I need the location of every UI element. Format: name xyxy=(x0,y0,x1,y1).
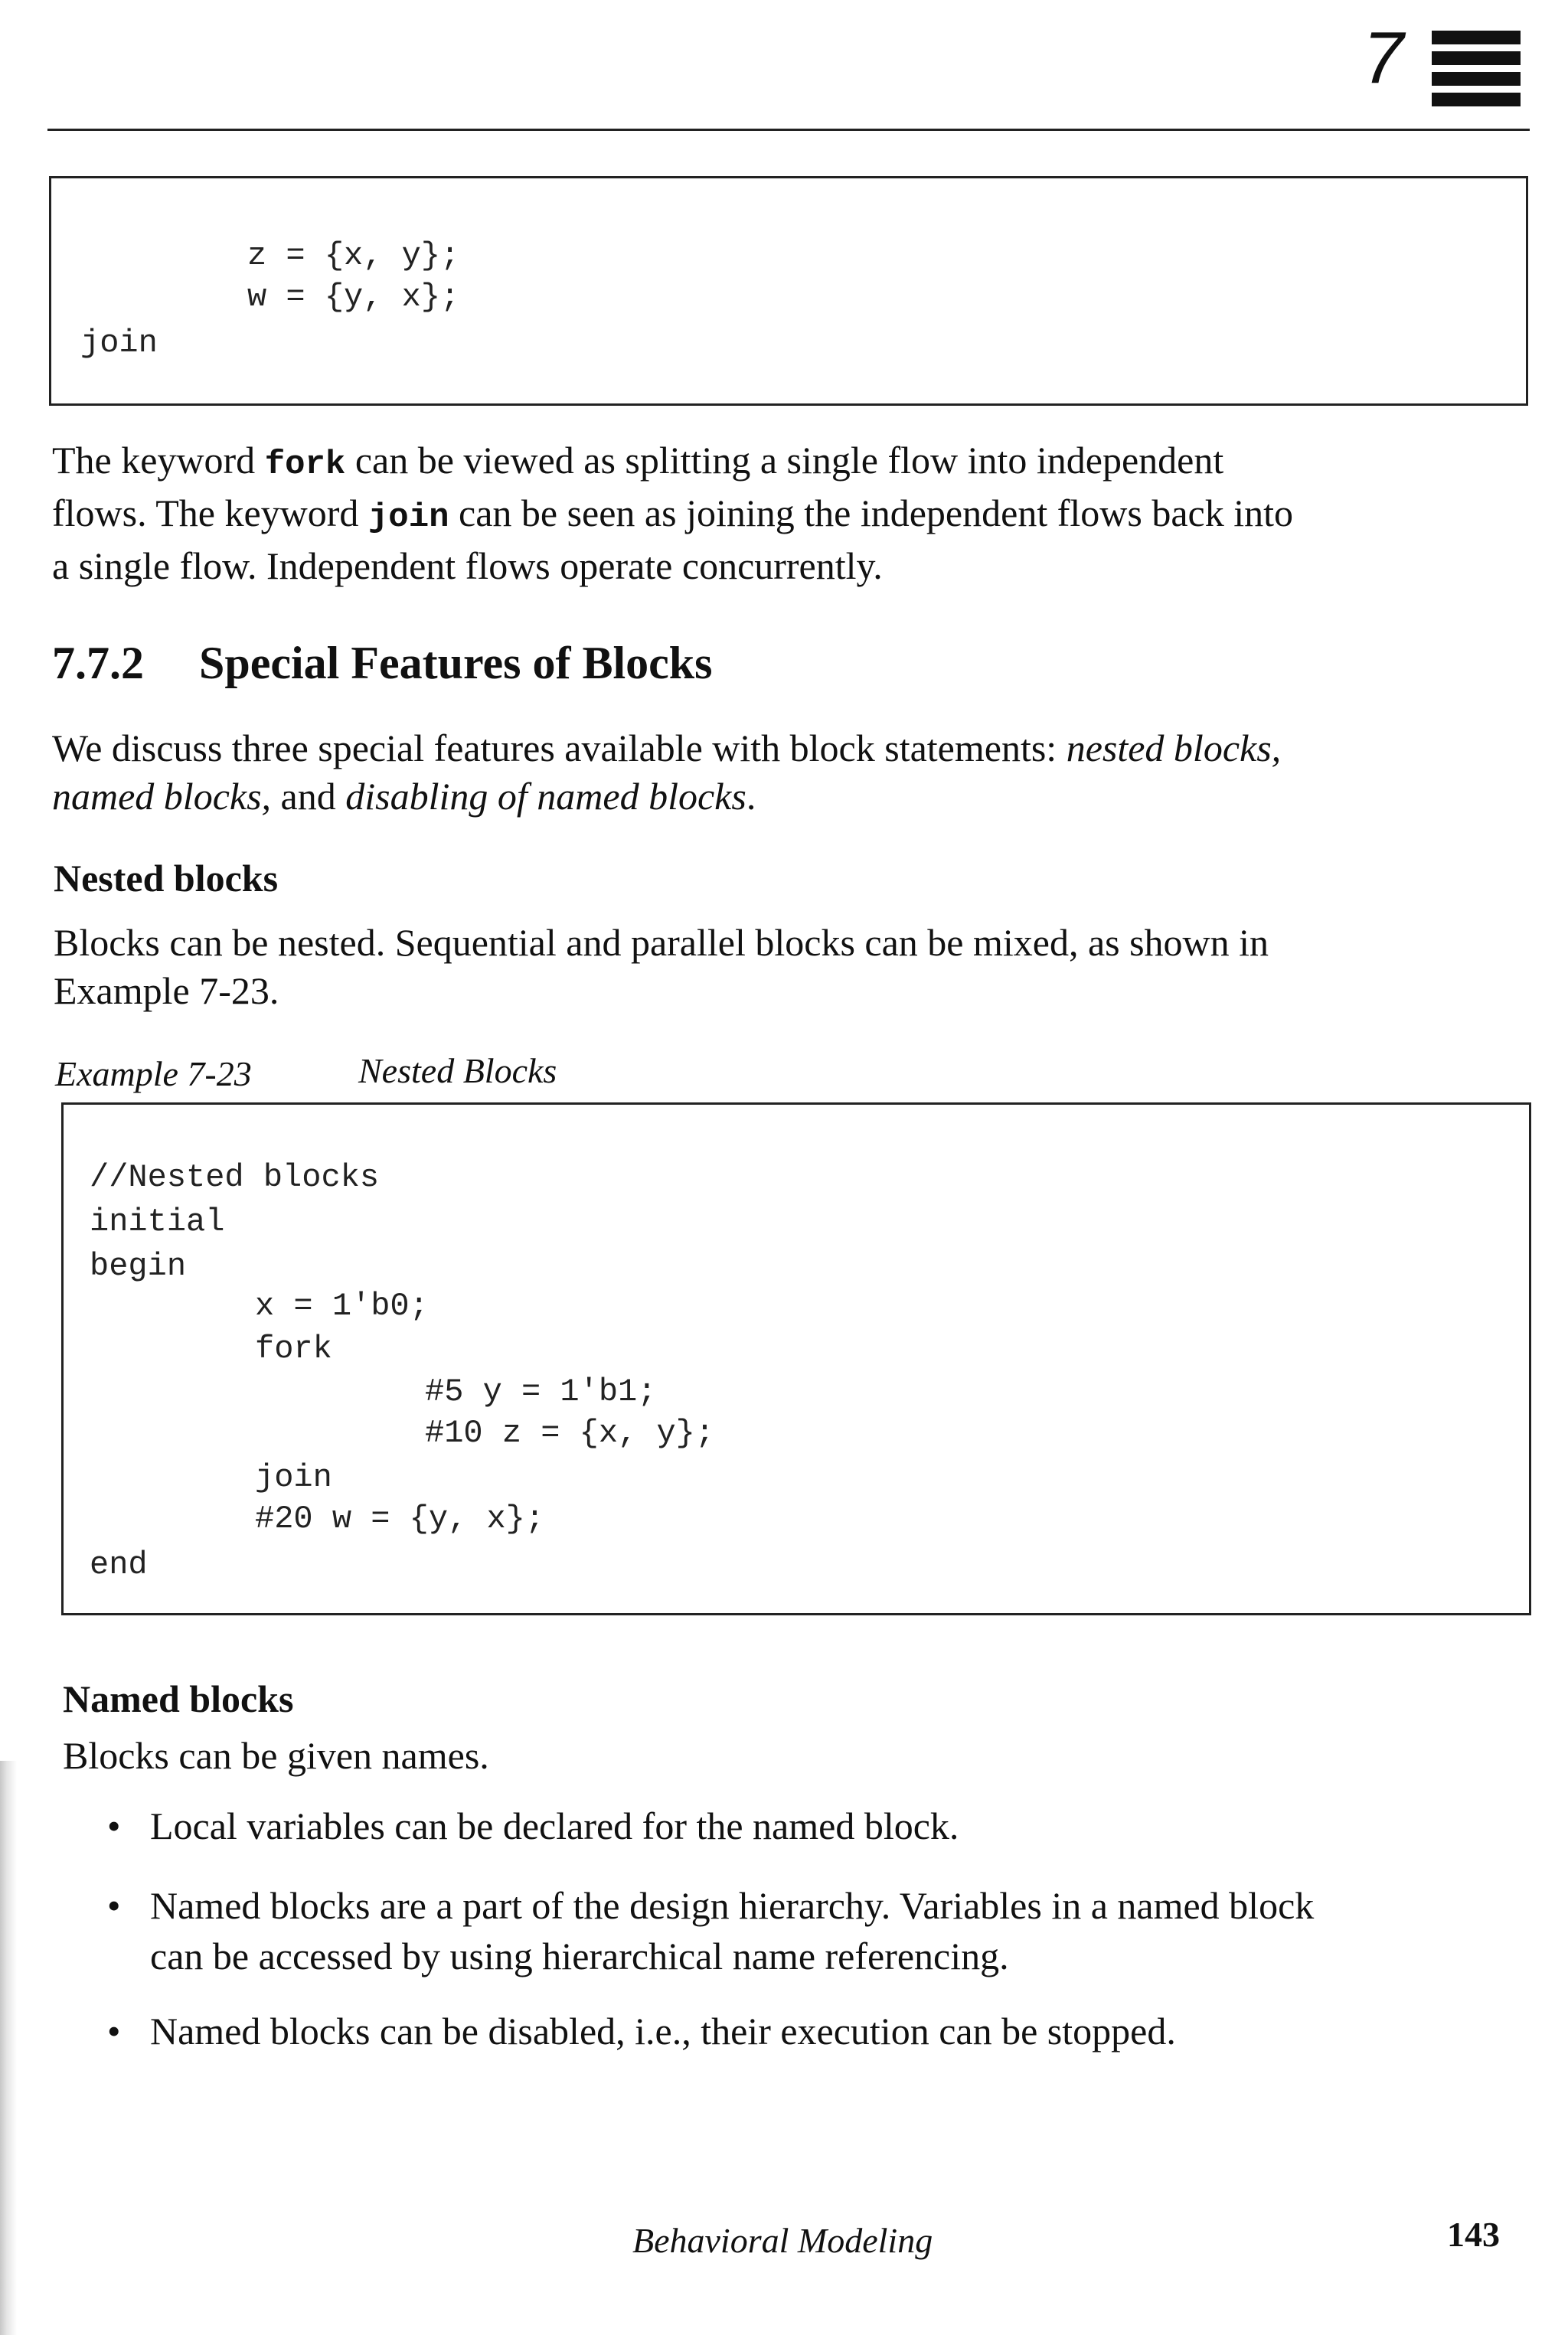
list-item-text: Named blocks can be disabled, i.e., their execution can be stopped. xyxy=(150,2010,1176,2053)
paragraph-line: We discuss three special features available with block statements: nested blocks, xyxy=(52,727,1282,769)
code-line: z = {x, y}; xyxy=(247,237,460,274)
code-line: w = {y, x}; xyxy=(247,279,460,315)
section-number: 7.7.2 xyxy=(52,638,144,688)
bullet-icon: • xyxy=(107,2010,121,2053)
section-title: Special Features of Blocks xyxy=(199,638,713,688)
code-line: #5 y = 1'b1; xyxy=(425,1373,657,1410)
bullet-icon: • xyxy=(107,1804,121,1847)
bullet-icon: • xyxy=(107,1884,121,1927)
footer-title: Behavioral Modeling xyxy=(632,2221,933,2260)
paragraph-line: Example 7-23. xyxy=(54,969,279,1012)
paragraph-intro xyxy=(52,724,1281,821)
list-item-text: Local variables can be declared for the named block. xyxy=(150,1804,959,1847)
list-item-text: can be accessed by using hierarchical name referencing. xyxy=(150,1935,1009,1977)
keyword-join: join xyxy=(368,498,449,537)
code-line: x = 1'b0; xyxy=(255,1288,429,1324)
code-block-nested-blocks xyxy=(61,1102,1531,1615)
paragraph-named-intro: Blocks can be given names. xyxy=(63,1734,489,1777)
code-line: #20 w = {y, x}; xyxy=(255,1501,545,1537)
code-block-fork-join-tail xyxy=(49,176,1528,406)
subheading-named-blocks: Named blocks xyxy=(63,1677,294,1720)
scan-edge-shadow xyxy=(0,1761,17,2335)
paragraph-line: named blocks, and disabling of named blocks. xyxy=(52,775,756,818)
subheading-nested-blocks: Nested blocks xyxy=(54,857,279,900)
paragraph-line: a single flow. Independent flows operate concurrently. xyxy=(52,544,883,587)
paragraph-fork-join xyxy=(52,436,1293,590)
page-number: 143 xyxy=(1447,2215,1500,2254)
paragraph-line: The keyword fork can be viewed as splitting a single flow into independent xyxy=(52,439,1224,484)
paragraph-line: Blocks can be nested. Sequential and parallel blocks can be mixed, as shown in xyxy=(54,921,1269,964)
code-line: //Nested blocks xyxy=(90,1159,380,1196)
chapter-number: 7 xyxy=(1363,17,1404,99)
header-rule xyxy=(47,129,1530,131)
section-heading xyxy=(52,637,713,690)
list-item xyxy=(107,1801,959,1851)
paragraph-nested xyxy=(54,919,1269,1015)
code-line: #10 z = {x, y}; xyxy=(425,1415,715,1452)
code-line: begin xyxy=(90,1248,187,1285)
code-line: join xyxy=(255,1459,332,1496)
code-line: fork xyxy=(255,1331,332,1367)
code-line: end xyxy=(90,1546,148,1583)
code-line: join xyxy=(80,325,158,361)
example-title: Nested Blocks xyxy=(358,1051,557,1090)
list-item xyxy=(107,2006,1176,2056)
code-line: initial xyxy=(90,1203,225,1240)
list-item-text: Named blocks are a part of the design hierarchy. Variables in a named block xyxy=(150,1884,1315,1927)
list-item xyxy=(107,1880,1315,1981)
keyword-fork: fork xyxy=(264,446,346,484)
example-label: Example 7-23 xyxy=(55,1054,252,1093)
chapter-bars-icon xyxy=(1432,31,1521,113)
paragraph-line: flows. The keyword join can be seen as joining the independent flows back into xyxy=(52,491,1293,537)
